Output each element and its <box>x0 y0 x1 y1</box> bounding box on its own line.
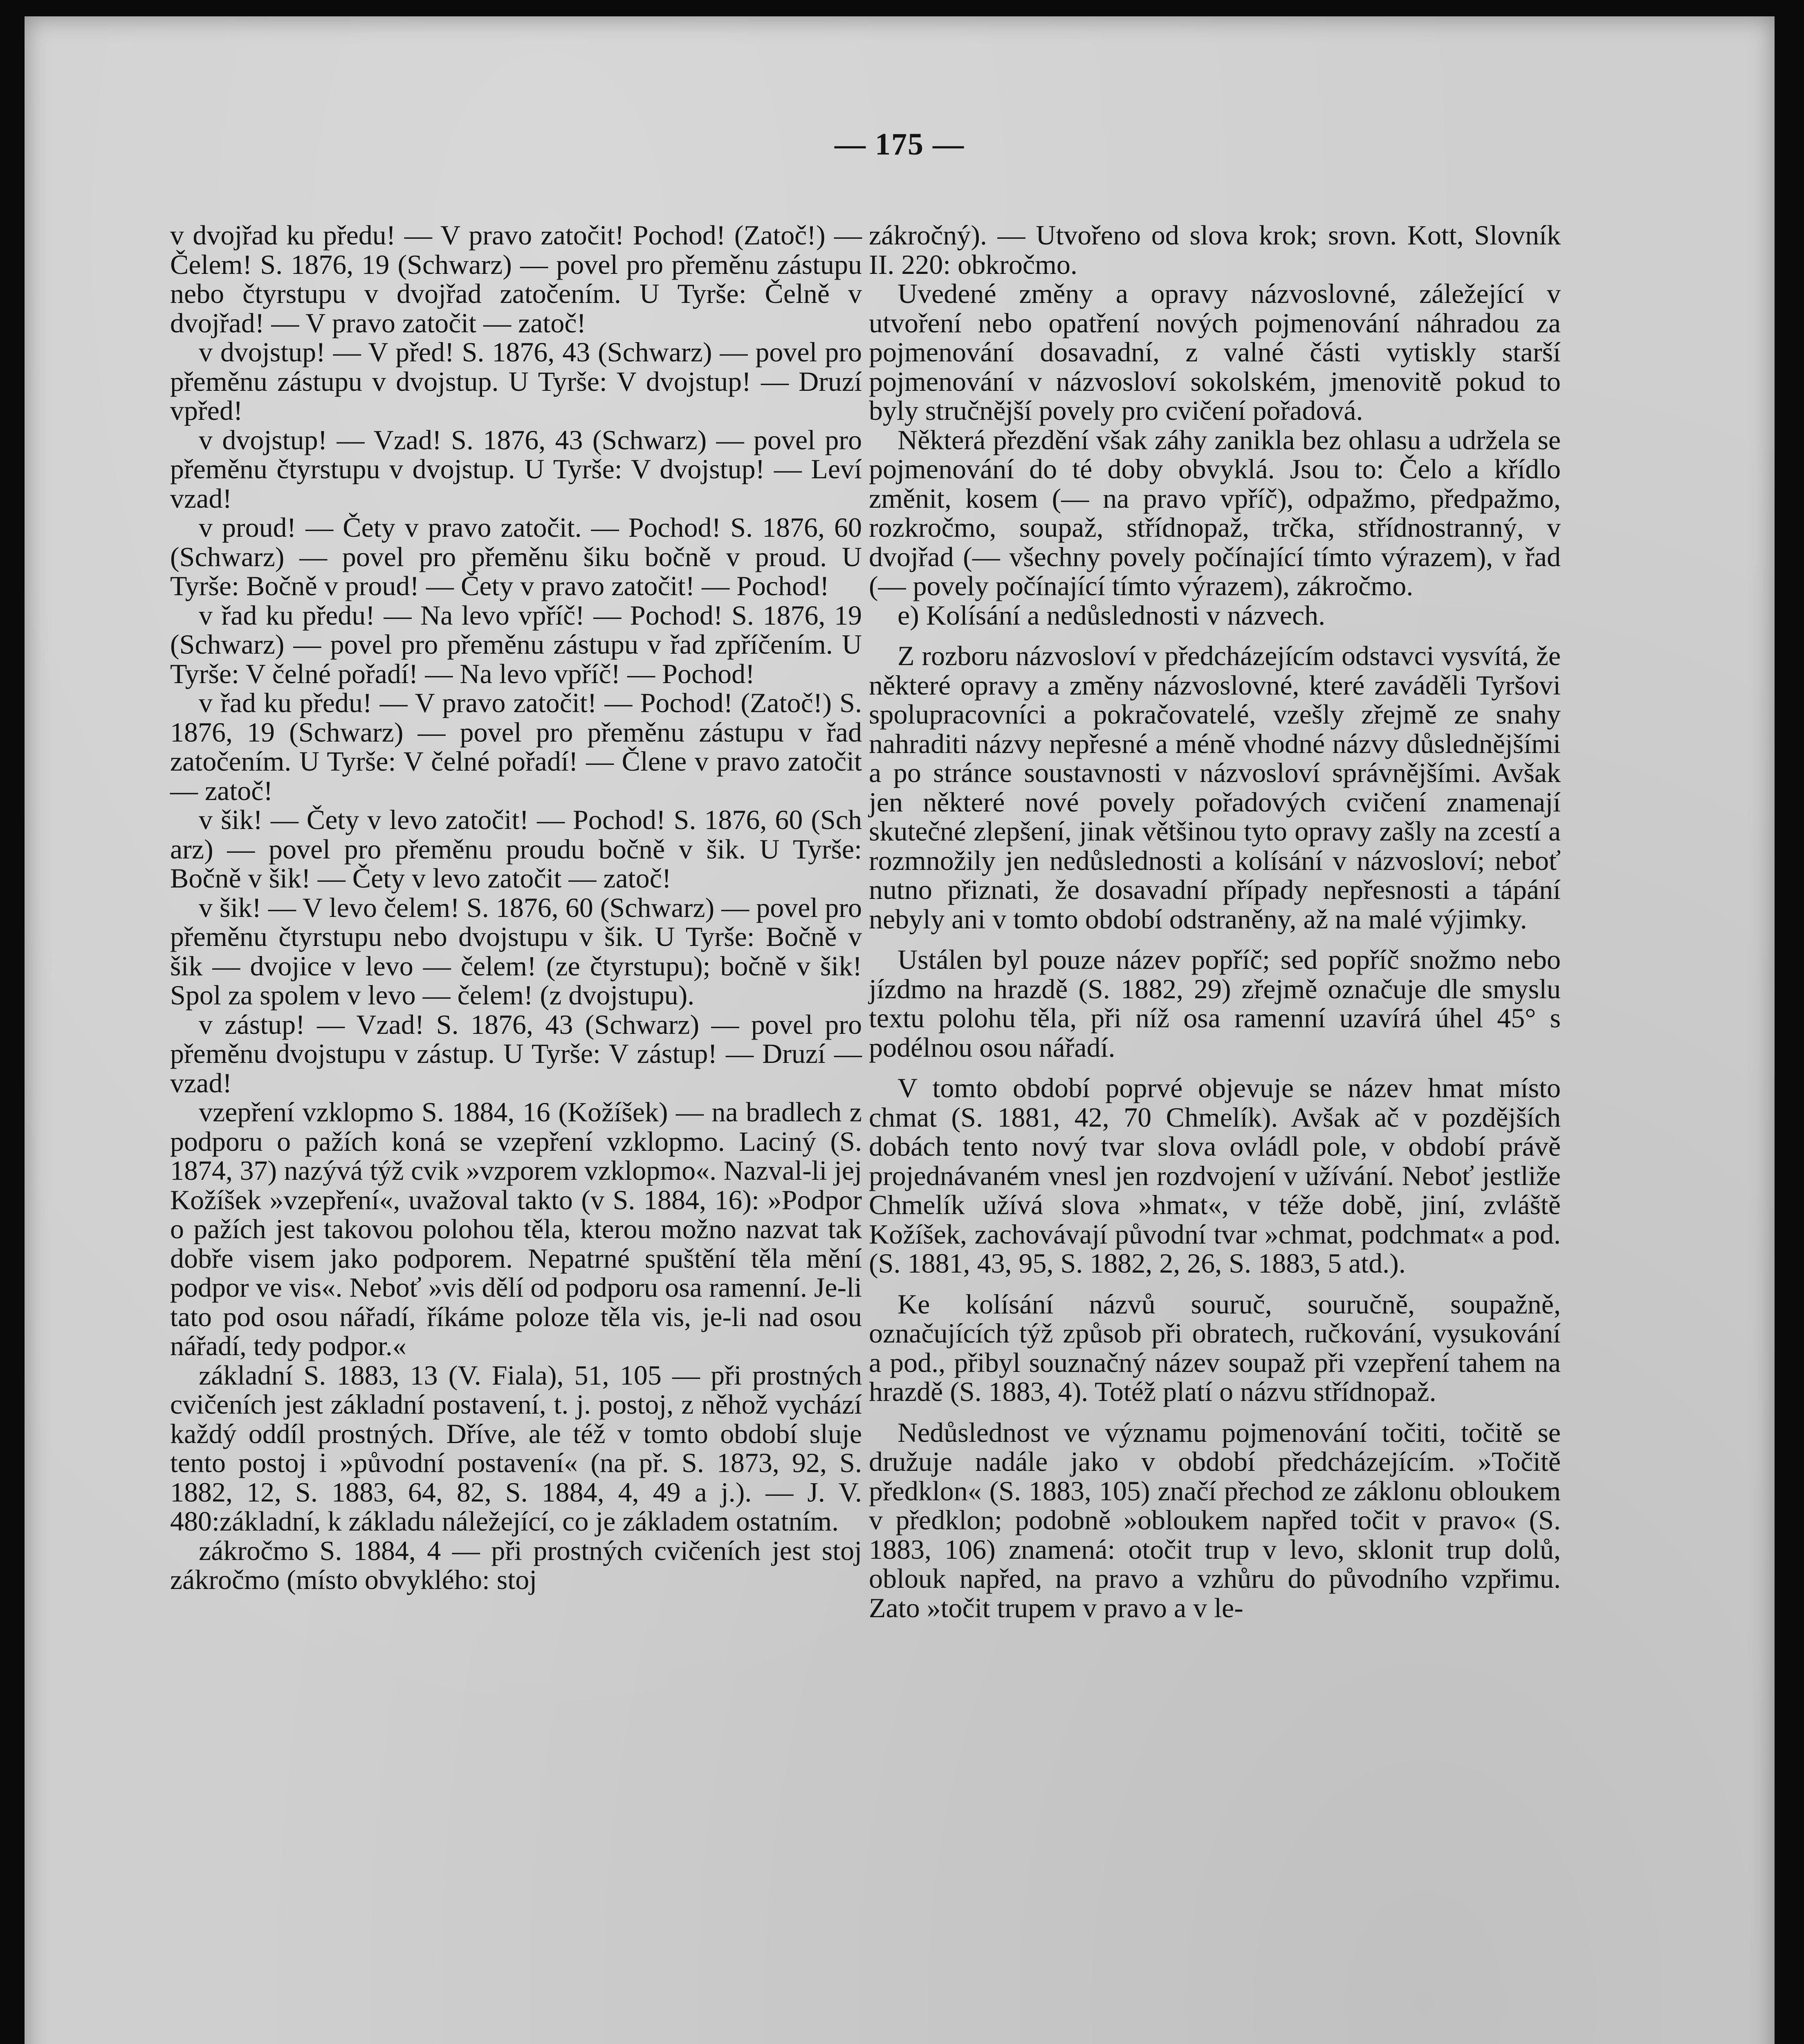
spacer <box>869 1062 1561 1074</box>
continued-paragraph: zákročný). — Utvořeno od slova krok; srovn. Kott, Slovník II. 220: obkročmo. <box>869 220 1561 280</box>
right-column <box>869 221 1561 1623</box>
entry-v-dvojrad: v dvojřad ku předu! — V pravo zatočit! Pochod! (Zatoč!) — Čelem! S. 1876, 19 (Schwarz) — povel pro přeměnu zástupu nebo čtyrstupu v dvojřad zatočením. U Tyrše: Čelně v dvojřad! — V pravo zatočit — zatoč! <box>170 220 862 338</box>
body-paragraph: Uvedené změny a opravy názvoslovné, záležející v utvoření nebo opatření nových pojmenování náhradou za pojmenování dosavadní, z valné části vytiskly starší pojmenování v názvosloví sokolském, jmenovitě pokud to byly stručnější povely pro cvičení pořadová. <box>869 278 1561 426</box>
entry-v-dvojstup-vpred: v dvojstup! — V před! S. 1876, 43 (Schwarz) — povel pro přeměnu zástupu v dvojstup. U Tyrše: V dvojstup! — Druzí vpřed! <box>170 336 862 426</box>
body-paragraph: Z rozboru názvosloví v předcházejícím odstavci vysvítá, že některé opravy a změny názvoslovné, které zaváděli Tyršovi spolupracovníci a pokračovatelé, vzešly zřejmě ze snahy nahraditi názvy nepřesné a méně vhodné názvy důslednějšími a po stránce soustavnosti v názvosloví správnějšími. Avšak jen některé nové povely pořadových cvičení znamenají skutečné zlepšení, jinak většinou tyto opravy zašly na zcestí a rozmnožily jen nedůslednosti a kolísání v názvosloví; neboť nutno přiznati, že dosavadní případy nepřesnosti a tápání nebyly ani v tomto období odstraněny, až na malé výjimky. <box>869 640 1561 935</box>
spacer <box>869 1407 1561 1418</box>
section-heading: e) Kolísání a nedůslednosti v názvech. <box>898 599 1326 631</box>
entry-v-sik-celem: v šik! — V levo čelem! S. 1876, 60 (Schwarz) — povel pro přeměnu čtyrstupu nebo dvojstupu v šik. U Tyrše: Bočně v šik — dvojice v levo — čelem! (ze čtyrstupu); bočně v šik! Spol za spolem v levo — čelem! (z dvojstupu). <box>170 892 862 1011</box>
entry-v-sik-cety: v šik! — Čety v levo zatočit! — Pochod! S. 1876, 60 (Sch arz) — povel pro přeměnu proudu bočně v šik. U Tyrše: Bočně v šik! — Čety v levo zatočit — zatoč! <box>170 804 862 894</box>
page-number: — 175 — <box>835 127 965 161</box>
spacer <box>869 934 1561 945</box>
entry-v-dvojstup-vzad: v dvojstup! — Vzad! S. 1876, 43 (Schwarz) — povel pro přeměnu čtyrstupu v dvojstup. U Tyrše: V dvojstup! — Leví vzad! <box>170 424 862 514</box>
left-column <box>170 221 862 1595</box>
entry-v-zastup: v zástup! — Vzad! S. 1876, 43 (Schwarz) — povel pro přeměnu dvojstupu v zástup. U Tyrše: V zástup! — Druzí — vzad! <box>170 1009 862 1098</box>
body-paragraph: Nedůslednost ve významu pojmenování točiti, točitě se družuje nadále jako v období předcházejícím. »Točitě předklon« (S. 1883, 105) značí přechod ze záklonu obloukem v předklon; podobně »obloukem napřed točit v pravo« (S. 1883, 106) znamená: otočit trup v levo, sklonit trup dolů, oblouk napřed, na pravo a vzhůru do původního vzpřimu. Zato »točit trupem v pravo a v le- <box>869 1416 1561 1623</box>
spacer <box>869 1278 1561 1290</box>
entry-v-proud: v proud! — Čety v pravo zatočit. — Pochod! S. 1876, 60 (Schwarz) — povel pro přeměnu šiku bočně v proud. U Tyrše: Bočně v proud! — Čety v pravo zatočit! — Pochod! <box>170 512 862 601</box>
spacer <box>869 630 1561 641</box>
body-paragraph: Ke kolísání názvů souruč, souručně, soupažně, označujících týž způsob při obratech, ručkování, vysukování a pod., přibyl souznačný název soupaž při vzepření tahem na hrazdě (S. 1883, 4). Totéž platí o názvu střídnopaž. <box>869 1288 1561 1407</box>
body-paragraph: Ustálen byl pouze název popříč; sed popříč snožmo nebo jízdmo na hrazdě (S. 1882, 29) zřejmě označuje dle smyslu textu polohu těla, při níž osa ramenní uzavírá úhel 45° s podélnou osou nářadí. <box>869 944 1561 1063</box>
entry-zakladni: základní S. 1883, 13 (V. Fiala), 51, 105 — při prostných cvičeních jest základní postavení, t. j. postoj, z něhož vychází každý oddíl prostných. Dříve, ale též v tomto období sluje tento postoj i »původní postavení« (na př. S. 1873, 92, S. 1882, 12, S. 1883, 64, 82, S. 1884, 4, 49 a j.). — J. V. 480:základní, k základu náležející, co je základem ostatním. <box>170 1359 862 1537</box>
body-paragraph: Některá přezdění však záhy zanikla bez ohlasu a udržela se pojmenování do té doby obvyklá. Jsou to: Čelo a křídlo změnit, kosem (— na pravo vpříč), odpažmo, předpažmo, rozkročmo, soupaž, střídnopaž, trčka, střídnostranný, v dvojřad (— všechny povely počínající tímto výrazem), v řad (— povely počínající tímto výrazem), zákročmo. <box>869 424 1561 601</box>
entry-vzepreni-vzklopmo: vzepření vzklopmo S. 1884, 16 (Kožíšek) — na bradlech z podporu o pažích koná se vzepření vzklopmo. Laciný (S. 1874, 37) nazývá týž cvik »vzporem vzklopmo«. Nazval-li jej Kožíšek »vzepření«, uvažoval takto (v S. 1884, 16): »Podpor o pažích jest takovou polohou těla, kterou možno nazvat tak dobře visem jako podporem. Nepatrné spuštění těla mění podpor ve vis«. Neboť »vis dělí od podporu osa ramenní. Je-li tato pod osou nářadí, říkáme poloze těla vis, je-li nad osou nářadí, tedy podpor.« <box>170 1096 862 1361</box>
body-paragraph: V tomto období poprvé objevuje se název hmat místo chmat (S. 1881, 42, 70 Chmelík). Avšak ač v pozdějších dobách tento nový tvar slova ovládl pole, v období právě projednávaném vnesl jen rozdvojení v užívání. Neboť jestliže Chmelík užívá slova »hmat«, v téže době, jiní, zvláště Kožíšek, zachovávají původní tvar »chmat, podchmat« a pod. (S. 1881, 43, 95, S. 1882, 2, 26, S. 1883, 5 atd.). <box>869 1072 1561 1279</box>
entry-zakrocmo: zákročmo S. 1884, 4 — při prostných cvičeních jest stoj zákročmo (místo obvyklého: stoj <box>170 1535 862 1595</box>
book-page <box>25 16 1775 2044</box>
entry-v-rad-zatocit: v řad ku předu! — V pravo zatočit! — Pochod! (Zatoč!) S. 1876, 19 (Schwarz) — povel pro přeměnu zástupu v řad zatočením. U Tyrše: V čelné pořadí! — Člene v pravo zatočit — zatoč! <box>170 687 862 806</box>
entry-v-rad-vpric: v řad ku předu! — Na levo vpříč! — Pochod! S. 1876, 19 (Schwarz) — povel pro přeměnu zástupu v řad zpříčením. U Tyrše: V čelné pořadí! — Na levo vpříč! — Pochod! <box>170 599 862 689</box>
